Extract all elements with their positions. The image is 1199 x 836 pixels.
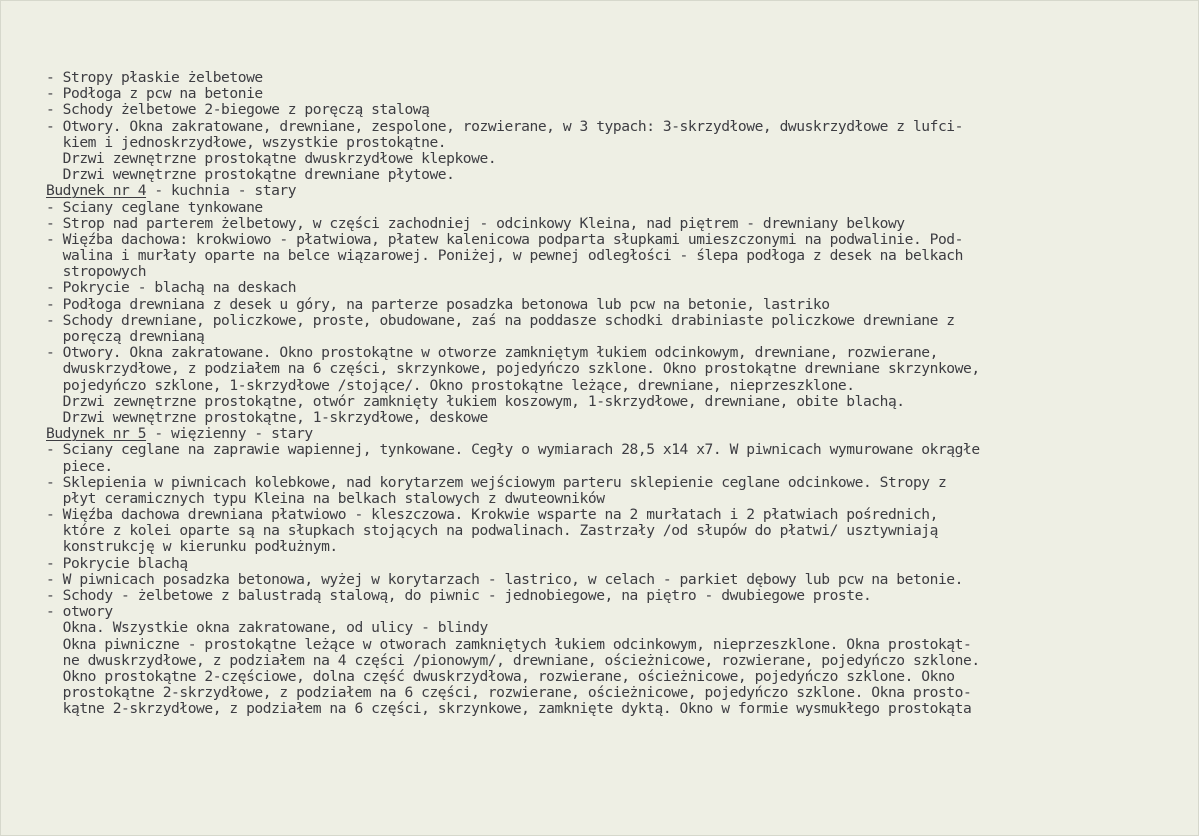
text-line: Drzwi wewnętrzne prostokątne, 1-skrzydłowe, deskowe bbox=[46, 408, 488, 426]
text-line: - Sciany ceglane na zaprawie wapiennej, tynkowane. Cegły o wymiarach 28,5 x14 x7. W piwnicach wymurowane okrągłe bbox=[46, 441, 980, 459]
text-line: - Podłoga drewniana z desek u góry, na parterze posadzka betonowa lub pcw na betonie, lastriko bbox=[46, 295, 830, 313]
text-line: - Otwory. Okna zakratowane. Okno prostokątne w otworze zamkniętym łukiem odcinkowym, drewniane, rozwierane, bbox=[46, 344, 938, 362]
text-line: - Podłoga z pcw na betonie bbox=[46, 85, 263, 103]
text-line: ne dwuskrzydłowe, z podziałem na 4 części /pionowym/, drewniane, ościeżnicowe, rozwierane, pojedyńczo szklone. bbox=[46, 651, 980, 669]
text-line: konstrukcję w kierunku podłużnym. bbox=[46, 538, 338, 556]
text-line: - Więźba dachowa: krokwiowo - płatwiowa, płatew kalenicowa podparta słupkami umieszczonymi na podwalinie. Pod- bbox=[46, 230, 963, 248]
document-text bbox=[46, 70, 980, 718]
text-line: piece. bbox=[46, 457, 113, 475]
text-line: Drzwi wewnętrzne prostokątne drewniane płytowe. bbox=[46, 166, 455, 184]
text-line: - Stropy płaskie żelbetowe bbox=[46, 69, 263, 86]
text-line: - Sklepienia w piwnicach kolebkowe, nad korytarzem wejściowym parteru sklepienie ceglane odcinkowe. Stropy z bbox=[46, 473, 947, 491]
building-heading-label: Budynek nr 4 bbox=[46, 182, 147, 200]
text-line: - Pokrycie - blachą na deskach bbox=[46, 279, 297, 297]
text-line: - Schody drewniane, policzkowe, proste, obudowane, zaś na poddasze schodki drabiniaste policzkowe drewniane z bbox=[46, 311, 955, 329]
building-heading-label: Budynek nr 5 bbox=[46, 425, 147, 443]
text-line: kątne 2-skrzydłowe, z podziałem na 6 części, skrzynkowe, zamknięte dyktą. Okno w formie wysmukłego prostokąta bbox=[46, 700, 972, 718]
text-line: dwuskrzydłowe, z podziałem na 6 części, skrzynkowe, pojedyńczo szklone. Okno prostokątne drewniane skrzynkowe, bbox=[46, 360, 980, 378]
text-line: - Pokrycie blachą bbox=[46, 554, 188, 572]
text-line: walina i murłaty oparte na belce wiązarowej. Poniżej, w pewnej odległości - ślepa podłoga z desek na belkach bbox=[46, 247, 963, 265]
text-line: - Schody żelbetowe 2-biegowe z poręczą stalową bbox=[46, 101, 430, 119]
text-line: - otwory bbox=[46, 603, 113, 621]
text-line: Drzwi zewnętrzne prostokątne dwuskrzydłowe klepkowe. bbox=[46, 149, 497, 167]
text-line: Drzwi zewnętrzne prostokątne, otwór zamknięty łukiem koszowym, 1-skrzydłowe, drewniane, obite blachą. bbox=[46, 392, 905, 410]
text-line: - Strop nad parterem żelbetowy, w części zachodniej - odcinkowy Kleina, nad piętrem - drewniany belkowy bbox=[46, 214, 905, 232]
building-heading-description: - kuchnia - stary bbox=[146, 182, 297, 200]
building-heading bbox=[46, 183, 980, 199]
text-line: stropowych bbox=[46, 263, 147, 281]
text-line: pojedyńczo szklone, 1-skrzydłowe /stojące/. Okno prostokątne leżące, drewniane, nieprzeszklone. bbox=[46, 376, 855, 394]
text-line: - Schody - żelbetowe z balustradą stalową, do piwnic - jednobiegowe, na piętro - dwubiegowe proste. bbox=[46, 587, 872, 604]
text-line: Okna piwniczne - prostokątne leżące w otworach zamkniętych łukiem odcinkowym, nieprzeszklone. Okna prostokąt- bbox=[46, 635, 972, 653]
text-line: kiem i jednoskrzydłowe, wszystkie prostokątne. bbox=[46, 133, 447, 151]
text-line: Okno prostokątne 2-częściowe, dolna część dwuskrzydłowa, rozwierane, ościeżnicowe, pojedyńczo szklone. Okno bbox=[46, 667, 955, 685]
text-line: - Otwory. Okna zakratowane, drewniane, zespolone, rozwierane, w 3 typach: 3-skrzydłowe, dwuskrzydłowe z lufci- bbox=[46, 117, 963, 135]
text-line: prostokątne 2-skrzydłowe, z podziałem na 6 części, rozwierane, ościeżnicowe, pojedyńczo szklone. Okna prosto- bbox=[46, 684, 972, 702]
building-heading bbox=[46, 426, 980, 442]
text-line: które z kolei oparte są na słupkach stojących na podwalinach. Zastrzały /od słupów do płatwi/ usztywniają bbox=[46, 522, 938, 540]
text-line: - Sciany ceglane tynkowane bbox=[46, 198, 263, 216]
text-line: Okna. Wszystkie okna zakratowane, od ulicy - blindy bbox=[46, 619, 488, 637]
text-line: poręczą drewnianą bbox=[46, 328, 205, 345]
text-line: - W piwnicach posadzka betonowa, wyżej w korytarzach - lastrico, w celach - parkiet dębowy lub pcw na betonie. bbox=[46, 570, 963, 588]
text-line: płyt ceramicznych typu Kleina na belkach stalowych z dwuteowników bbox=[46, 489, 605, 507]
text-line: - Więźba dachowa drewniana płatwiowo - kleszczowa. Krokwie wsparte na 2 murłatach i 2 płatwiach pośrednich, bbox=[46, 506, 938, 524]
building-heading-description: - więzienny - stary bbox=[146, 425, 313, 443]
